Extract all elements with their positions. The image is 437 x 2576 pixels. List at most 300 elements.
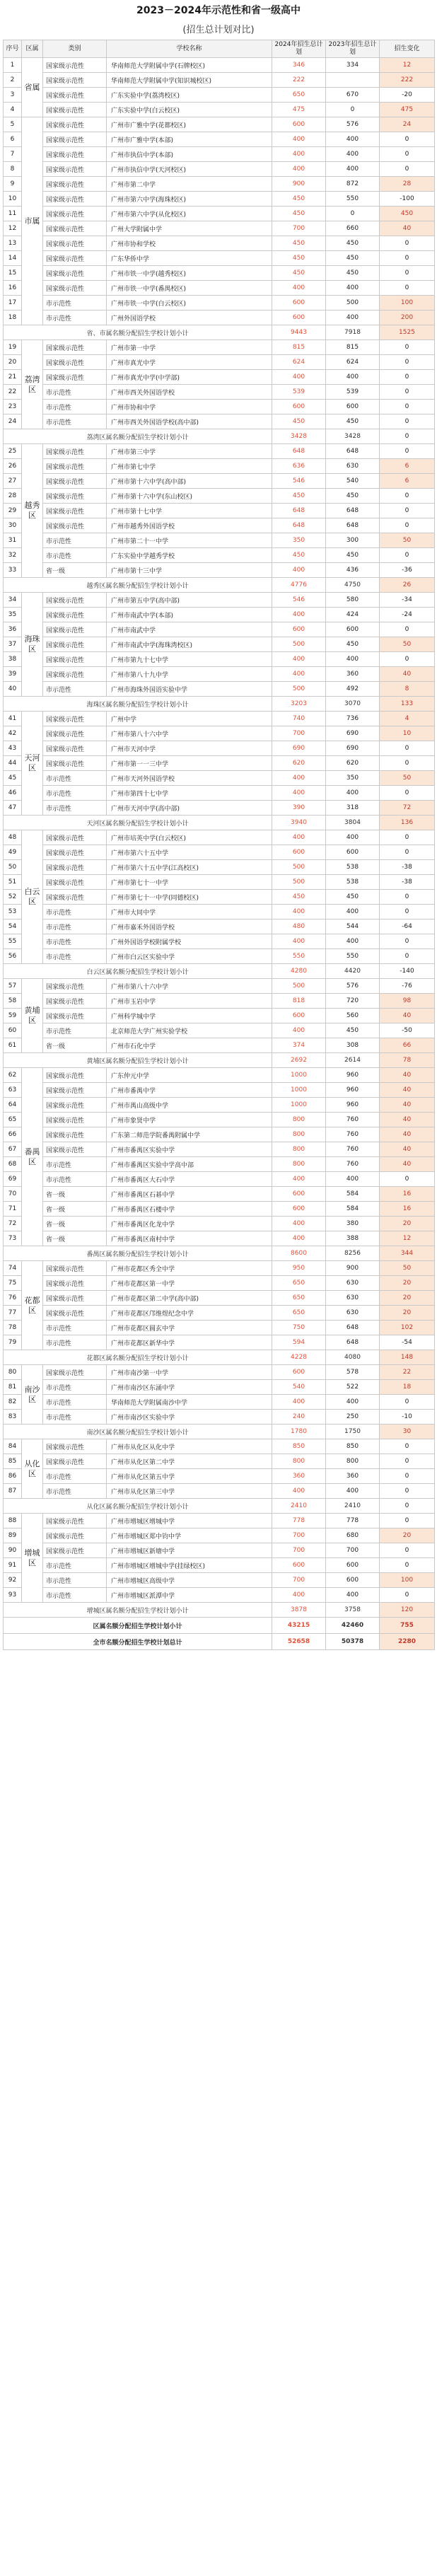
school-type: 市示范性 (43, 1395, 107, 1410)
quota-change: 0 (380, 132, 435, 147)
row-index: 1 (4, 58, 22, 73)
quota-2024: 500 (272, 682, 326, 697)
subtotal-row (4, 1350, 435, 1365)
quota-change: 0 (380, 414, 435, 429)
quota-change: 40 (380, 1083, 435, 1098)
table-row (4, 845, 435, 860)
area-cell: 白云区 (22, 830, 43, 964)
area-cell: 省属 (22, 58, 43, 117)
school-type: 国家级示范性 (43, 608, 107, 622)
school-type: 国家级示范性 (43, 1514, 107, 1528)
school-type: 市示范性 (43, 1157, 107, 1172)
quota-2023: 538 (326, 860, 380, 875)
header-index: 序号 (4, 40, 22, 58)
school-type: 市示范性 (43, 949, 107, 964)
subtotal-quota-2024: 9443 (272, 325, 326, 340)
row-index: 62 (4, 1068, 22, 1083)
row-index: 18 (4, 311, 22, 325)
school-name: 广州市花都区秀全中学 (107, 1261, 272, 1276)
table-row (4, 266, 435, 281)
subtotal-quota-2024: 3428 (272, 429, 326, 444)
subtotal-change: 26 (380, 578, 435, 593)
table-row (4, 994, 435, 1009)
quota-2023: 630 (326, 459, 380, 474)
subtotal-change: 0 (380, 429, 435, 444)
school-type: 国家级示范性 (43, 712, 107, 726)
subtotal-quota-2024: 8600 (272, 1246, 326, 1261)
quota-2024: 700 (272, 726, 326, 741)
row-index: 8 (4, 162, 22, 177)
table-row (4, 1291, 435, 1306)
quota-2023: 436 (326, 563, 380, 578)
quota-change: 6 (380, 459, 435, 474)
total-label: 全市名额分配招生学校计划总计 (4, 1634, 272, 1650)
subtotal-quota-2024: 3878 (272, 1603, 326, 1618)
table-row (4, 221, 435, 236)
quota-2024: 700 (272, 1543, 326, 1558)
school-name: 广州市协和中学 (107, 400, 272, 414)
row-index: 71 (4, 1202, 22, 1217)
quota-2024: 600 (272, 1365, 326, 1380)
row-index: 43 (4, 741, 22, 756)
quota-2023: 815 (326, 340, 380, 355)
school-name: 广州市花都区第二中学(高中部) (107, 1291, 272, 1306)
table-row (4, 88, 435, 103)
subtotal-quota-2023: 2410 (326, 1499, 380, 1514)
subtotal-quota-2023: 3758 (326, 1603, 380, 1618)
row-index: 67 (4, 1142, 22, 1157)
subtotal-change: 1525 (380, 325, 435, 340)
quota-2024: 600 (272, 117, 326, 132)
school-name: 广州市第三中学 (107, 444, 272, 459)
quota-2024: 475 (272, 103, 326, 117)
table-row (4, 103, 435, 117)
table-row (4, 979, 435, 994)
quota-2023: 450 (326, 266, 380, 281)
quota-change: 50 (380, 771, 435, 786)
table-row (4, 251, 435, 266)
quota-2024: 636 (272, 459, 326, 474)
school-name: 广州市第二中学 (107, 177, 272, 192)
table-row (4, 281, 435, 296)
school-type: 国家级示范性 (43, 593, 107, 608)
school-name: 广州市广雅中学(花都校区) (107, 117, 272, 132)
quota-change: 0 (380, 266, 435, 281)
quota-2024: 400 (272, 830, 326, 845)
quota-2024: 600 (272, 1009, 326, 1023)
quota-2024: 818 (272, 994, 326, 1009)
row-index: 2 (4, 73, 22, 88)
subtotal-label: 从化区属名额分配招生学校计划小计 (4, 1499, 272, 1514)
subtotal-row (4, 429, 435, 444)
row-index: 31 (4, 533, 22, 548)
quota-2024: 500 (272, 860, 326, 875)
table-row (4, 370, 435, 385)
area-cell: 黄埔区 (22, 979, 43, 1053)
quota-2024: 650 (272, 1291, 326, 1306)
quota-2023: 576 (326, 117, 380, 132)
school-name: 广州市嘉禾外国语学校 (107, 919, 272, 934)
quota-2023: 690 (326, 726, 380, 741)
school-type: 国家级示范性 (43, 251, 107, 266)
school-type: 国家级示范性 (43, 73, 107, 88)
quota-2023: 600 (326, 1573, 380, 1588)
quota-change: 6 (380, 474, 435, 489)
row-index: 27 (4, 474, 22, 489)
quota-change: 0 (380, 949, 435, 964)
school-name: 广州市协和学校 (107, 236, 272, 251)
row-index: 12 (4, 221, 22, 236)
school-name: 广州市从化区第五中学 (107, 1469, 272, 1484)
table-row (4, 385, 435, 400)
school-type: 国家级示范性 (43, 117, 107, 132)
quota-2023: 760 (326, 1157, 380, 1172)
quota-change: 40 (380, 1009, 435, 1023)
quota-change: 98 (380, 994, 435, 1009)
row-index: 51 (4, 875, 22, 890)
quota-change: 16 (380, 1187, 435, 1202)
table-row (4, 726, 435, 741)
school-type: 国家级示范性 (43, 756, 107, 771)
subtotal-quota-2024: 4776 (272, 578, 326, 593)
table-row (4, 637, 435, 652)
quota-change: -38 (380, 875, 435, 890)
school-name: 广州市第八十六中学 (107, 979, 272, 994)
quota-change: 0 (380, 504, 435, 518)
school-name: 广州市第七十一中学 (107, 875, 272, 890)
school-name: 广州市广雅中学(本部) (107, 132, 272, 147)
subtotal-label: 越秀区属名额分配招生学校计划小计 (4, 578, 272, 593)
quota-change: 40 (380, 221, 435, 236)
table-row (4, 1113, 435, 1127)
school-name: 广州市天河外国语学校 (107, 771, 272, 786)
subtotal-row (4, 1053, 435, 1068)
subtotal-quota-2024: 3940 (272, 816, 326, 830)
table-row (4, 622, 435, 637)
school-type: 国家级示范性 (43, 147, 107, 162)
quota-change: 0 (380, 1469, 435, 1484)
subtotal-quota-2023: 4420 (326, 964, 380, 979)
school-type: 市示范性 (43, 1588, 107, 1603)
table-row (4, 756, 435, 771)
quota-2023: 350 (326, 771, 380, 786)
quota-2024: 690 (272, 741, 326, 756)
table-row (4, 147, 435, 162)
subtotal-label: 黄埔区属名额分配招生学校计划小计 (4, 1053, 272, 1068)
subtotal-change: 0 (380, 1499, 435, 1514)
quota-change: 0 (380, 1439, 435, 1454)
row-index: 34 (4, 593, 22, 608)
total-change: 755 (380, 1618, 435, 1634)
quota-change: -100 (380, 192, 435, 207)
quota-change: 0 (380, 236, 435, 251)
quota-2024: 740 (272, 712, 326, 726)
row-index: 10 (4, 192, 22, 207)
quota-2024: 480 (272, 919, 326, 934)
quota-2024: 650 (272, 1306, 326, 1321)
area-cell: 天河区 (22, 712, 43, 816)
quota-change: 0 (380, 741, 435, 756)
table-row (4, 504, 435, 518)
school-name: 广州市增城区高级中学 (107, 1573, 272, 1588)
school-type: 国家级示范性 (43, 1543, 107, 1558)
school-name: 广州市第十三中学 (107, 563, 272, 578)
quota-2023: 334 (326, 58, 380, 73)
subtotal-quota-2023: 4750 (326, 578, 380, 593)
school-name: 广州市番禺中学 (107, 1083, 272, 1098)
row-index: 38 (4, 652, 22, 667)
quota-change: 0 (380, 934, 435, 949)
quota-change: 50 (380, 533, 435, 548)
subtotal-quota-2023: 8256 (326, 1246, 380, 1261)
school-name: 广州市白云区实验中学 (107, 949, 272, 964)
school-name: 广州市第四十七中学 (107, 786, 272, 801)
quota-2023: 250 (326, 1410, 380, 1425)
subtotal-row (4, 1603, 435, 1618)
table-row (4, 192, 435, 207)
quota-2024: 600 (272, 311, 326, 325)
school-type: 国家级示范性 (43, 652, 107, 667)
row-index: 82 (4, 1395, 22, 1410)
quota-2023: 550 (326, 192, 380, 207)
school-type: 国家级示范性 (43, 1127, 107, 1142)
quota-2024: 450 (272, 548, 326, 563)
quota-change: -64 (380, 919, 435, 934)
school-name: 广州市玉岩中学 (107, 994, 272, 1009)
school-name: 广州市石化中学 (107, 1038, 272, 1053)
subtotal-change: -140 (380, 964, 435, 979)
quota-2024: 450 (272, 890, 326, 905)
table-row (4, 73, 435, 88)
quota-change: 0 (380, 385, 435, 400)
school-name: 广州市番禺区大石中学 (107, 1172, 272, 1187)
quota-change: 222 (380, 73, 435, 88)
quota-2024: 800 (272, 1142, 326, 1157)
quota-2023: 450 (326, 489, 380, 504)
quota-2023: 450 (326, 414, 380, 429)
subtotal-quota-2024: 2692 (272, 1053, 326, 1068)
header-quota-2023: 2023年招生总计划 (326, 40, 380, 58)
table-row (4, 1187, 435, 1202)
quota-2023: 450 (326, 890, 380, 905)
school-name: 广东实验中学越秀学校 (107, 548, 272, 563)
row-index: 17 (4, 296, 22, 311)
quota-2023: 578 (326, 1365, 380, 1380)
quota-change: 0 (380, 1558, 435, 1573)
quota-2024: 400 (272, 1484, 326, 1499)
table-row (4, 177, 435, 192)
row-index: 48 (4, 830, 22, 845)
subtotal-quota-2024: 4228 (272, 1350, 326, 1365)
table-row (4, 400, 435, 414)
subtotal-quota-2023: 3428 (326, 429, 380, 444)
row-index: 13 (4, 236, 22, 251)
subtotal-label: 番禺区属名额分配招生学校计划小计 (4, 1246, 272, 1261)
quota-2023: 760 (326, 1127, 380, 1142)
table-row (4, 1261, 435, 1276)
school-type: 市示范性 (43, 1023, 107, 1038)
row-index: 56 (4, 949, 22, 964)
quota-2023: 450 (326, 1023, 380, 1038)
quota-change: 0 (380, 1395, 435, 1410)
table-row (4, 414, 435, 429)
table-row (4, 860, 435, 875)
school-type: 市示范性 (43, 1321, 107, 1335)
school-name: 广州市番禺区实验中学高中部 (107, 1157, 272, 1172)
quota-2023: 360 (326, 667, 380, 682)
table-row (4, 1588, 435, 1603)
table-row (4, 1335, 435, 1350)
school-name: 广州市天河中学 (107, 741, 272, 756)
school-name: 广州市执信中学(天河校区) (107, 162, 272, 177)
table-row (4, 1306, 435, 1321)
quota-change: 16 (380, 1202, 435, 1217)
quota-2023: 576 (326, 979, 380, 994)
row-index: 79 (4, 1335, 22, 1350)
row-index: 36 (4, 622, 22, 637)
school-type: 市示范性 (43, 1558, 107, 1573)
quota-2024: 1000 (272, 1083, 326, 1098)
table-row (4, 1276, 435, 1291)
quota-change: 0 (380, 786, 435, 801)
quota-2024: 540 (272, 1380, 326, 1395)
quota-2024: 815 (272, 340, 326, 355)
quota-change: 40 (380, 1157, 435, 1172)
school-name: 广州市第一中学 (107, 340, 272, 355)
quota-2023: 960 (326, 1083, 380, 1098)
table-row (4, 1514, 435, 1528)
school-name: 广州市番禺区石碁中学 (107, 1187, 272, 1202)
quota-2023: 300 (326, 533, 380, 548)
subtotal-row (4, 325, 435, 340)
row-index: 32 (4, 548, 22, 563)
table-row (4, 830, 435, 845)
school-type: 市示范性 (43, 1573, 107, 1588)
subtotal-label: 白云区属名额分配招生学校计划小计 (4, 964, 272, 979)
quota-2024: 648 (272, 444, 326, 459)
quota-change: 102 (380, 1321, 435, 1335)
quota-change: 24 (380, 117, 435, 132)
quota-change: 40 (380, 1098, 435, 1113)
row-index: 44 (4, 756, 22, 771)
school-type: 国家级示范性 (43, 103, 107, 117)
quota-2023: 424 (326, 608, 380, 622)
quota-change: 0 (380, 1172, 435, 1187)
quota-2024: 400 (272, 771, 326, 786)
quota-2023: 538 (326, 875, 380, 890)
school-type: 市示范性 (43, 1380, 107, 1395)
quota-2023: 584 (326, 1187, 380, 1202)
subtotal-change: 30 (380, 1425, 435, 1439)
area-cell: 南沙区 (22, 1365, 43, 1425)
quota-2023: 736 (326, 712, 380, 726)
quota-2023: 450 (326, 548, 380, 563)
quota-change: 50 (380, 1261, 435, 1276)
row-index: 11 (4, 207, 22, 221)
quota-2024: 400 (272, 667, 326, 682)
subtotal-row (4, 1246, 435, 1261)
table-row (4, 593, 435, 608)
subtotal-label: 南沙区属名额分配招生学校计划小计 (4, 1425, 272, 1439)
quota-change: 0 (380, 251, 435, 266)
row-index: 46 (4, 786, 22, 801)
quota-change: -34 (380, 593, 435, 608)
quota-2023: 648 (326, 504, 380, 518)
subtotal-change: 133 (380, 697, 435, 712)
quota-change: 0 (380, 622, 435, 637)
quota-2024: 650 (272, 88, 326, 103)
table-row (4, 1142, 435, 1157)
school-type: 国家级示范性 (43, 845, 107, 860)
school-name: 广州市南武中学(海珠湾校区) (107, 637, 272, 652)
school-name: 广州市真光中学 (107, 355, 272, 370)
quota-2023: 560 (326, 1009, 380, 1023)
table-row (4, 875, 435, 890)
table-row (4, 1068, 435, 1083)
school-type: 国家级示范性 (43, 622, 107, 637)
quota-2024: 400 (272, 132, 326, 147)
row-index: 41 (4, 712, 22, 726)
subtotal-label: 花都区属名额分配招生学校计划小计 (4, 1350, 272, 1365)
school-name: 广州市花都区新华中学 (107, 1335, 272, 1350)
table-row (4, 340, 435, 355)
quota-2023: 760 (326, 1142, 380, 1157)
school-name: 广东仲元中学 (107, 1068, 272, 1083)
table-row (4, 1098, 435, 1113)
quota-change: 100 (380, 296, 435, 311)
quota-change: 20 (380, 1276, 435, 1291)
row-index: 90 (4, 1543, 22, 1558)
school-type: 市示范性 (43, 1469, 107, 1484)
school-name: 广州市西关外国语学校 (107, 385, 272, 400)
school-name: 广州市第九十七中学 (107, 652, 272, 667)
school-type: 国家级示范性 (43, 474, 107, 489)
subtotal-quota-2023: 3804 (326, 816, 380, 830)
school-type: 国家级示范性 (43, 221, 107, 236)
row-index: 39 (4, 667, 22, 682)
header-area: 区属 (22, 40, 43, 58)
quota-2023: 400 (326, 1395, 380, 1410)
row-index: 33 (4, 563, 22, 578)
school-name: 广东华侨中学 (107, 251, 272, 266)
school-name: 广州市禺山高级中学 (107, 1098, 272, 1113)
row-index: 77 (4, 1306, 22, 1321)
school-name: 广州市真光中学(中学部) (107, 370, 272, 385)
quota-2023: 600 (326, 1558, 380, 1573)
school-name: 广州市大同中学 (107, 905, 272, 919)
quota-change: -20 (380, 88, 435, 103)
school-type: 市示范性 (43, 1410, 107, 1425)
table-row (4, 548, 435, 563)
school-type: 国家级示范性 (43, 667, 107, 682)
table-row (4, 1365, 435, 1380)
table-row (4, 1202, 435, 1217)
row-index: 4 (4, 103, 22, 117)
row-index: 78 (4, 1321, 22, 1335)
quota-change: 0 (380, 444, 435, 459)
school-name: 广州市铁一中学(越秀校区) (107, 266, 272, 281)
school-name: 广州市南沙第一中学 (107, 1365, 272, 1380)
school-type: 国家级示范性 (43, 459, 107, 474)
subtotal-change: 136 (380, 816, 435, 830)
quota-2024: 1000 (272, 1068, 326, 1083)
table-row (4, 801, 435, 816)
quota-2024: 546 (272, 593, 326, 608)
table-row (4, 58, 435, 73)
school-name: 广州市铁一中学(白云校区) (107, 296, 272, 311)
table-row (4, 1083, 435, 1098)
header-quota-2024: 2024年招生总计划 (272, 40, 326, 58)
